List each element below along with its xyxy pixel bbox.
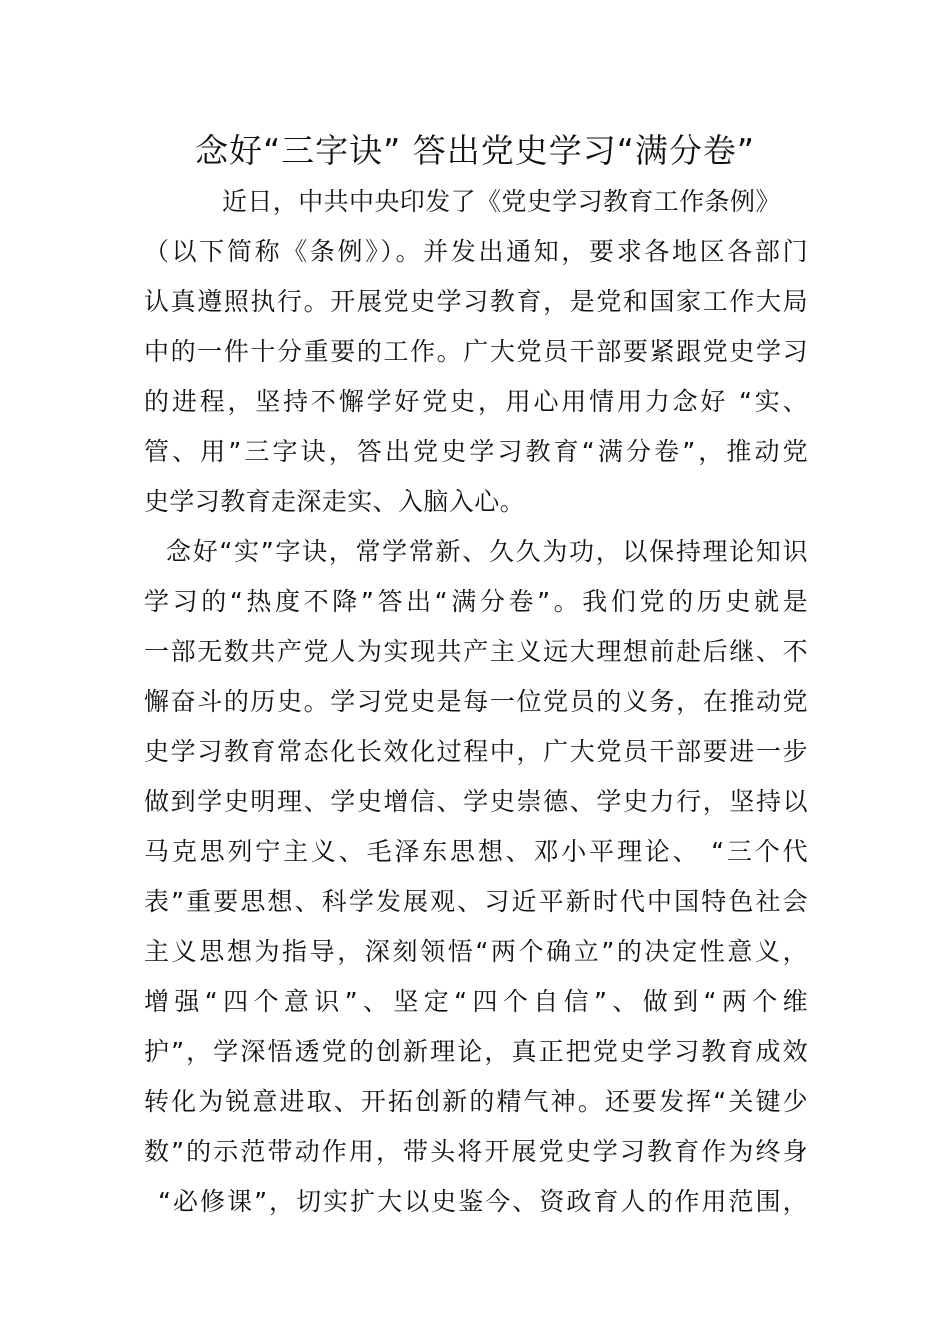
document-body	[144, 177, 808, 1227]
paragraph-line: 表”重要思想、科学发展观、习近平新时代中国特色社会	[144, 887, 808, 916]
paragraph-line: 数”的示范带动作用，带头将开展党史学习教育作为终身	[144, 1137, 808, 1166]
paragraph-line: 管、用”三字诀，答出党史学习教育“满分卷”，推动党	[144, 437, 808, 466]
paragraph-line: （以下简称《条例》）。并发出通知，要求各地区各部门	[144, 237, 808, 266]
paragraph-line: 做到学史明理、学史增信、学史崇德、学史力行，坚持以	[144, 787, 808, 816]
paragraph-line: 马克思列宁主义、毛泽东思想、邓小平理论、 “三个代	[144, 837, 808, 866]
paragraph-line: 中的一件十分重要的工作。广大党员干部要紧跟党史学习	[144, 337, 808, 366]
paragraph-line: 史学习教育走深走实、入脑入心。	[144, 487, 526, 516]
paragraph-line: 增强“四个意识”、坚定“四个自信”、做到“两个维	[144, 987, 808, 1016]
paragraph-line: “必修课”，切实扩大以史鉴今、资政育人的作用范围，	[158, 1187, 808, 1216]
paragraph-2	[144, 527, 808, 1227]
paragraph-line: 护”，学深悟透党的创新理论，真正把党史学习教育成效	[144, 1037, 808, 1066]
document-title: 念好“三字诀” 答出党史学习“满分卷”	[195, 131, 755, 170]
paragraph-line: 转化为锐意进取、开拓创新的精气神。还要发挥“关键少	[144, 1087, 808, 1116]
paragraph-line: 学习的“热度不降”答出“满分卷”。我们党的历史就是	[144, 587, 808, 616]
paragraph-line: 懈奋斗的历史。学习党史是每一位党员的义务，在推动党	[144, 687, 808, 716]
paragraph-line: 近日，中共中央印发了《党史学习教育工作条例》	[222, 187, 781, 216]
paragraph-line: 一部无数共产党人为实现共产主义远大理想前赴后继、不	[144, 637, 808, 666]
paragraph-line: 主义思想为指导，深刻领悟“两个确立”的决定性意义，	[144, 937, 808, 966]
paragraph-line: 认真遵照执行。开展党史学习教育，是党和国家工作大局	[144, 287, 808, 316]
paragraph-line: 史学习教育常态化长效化过程中，广大党员干部要进一步	[144, 737, 808, 766]
paragraph-line: 的进程，坚持不懈学好党史，用心用情用力念好 “实、	[144, 387, 808, 416]
paragraph-1	[144, 177, 808, 527]
paragraph-line: 念好“实”字诀，常学常新、久久为功，以保持理论知识	[166, 537, 808, 566]
